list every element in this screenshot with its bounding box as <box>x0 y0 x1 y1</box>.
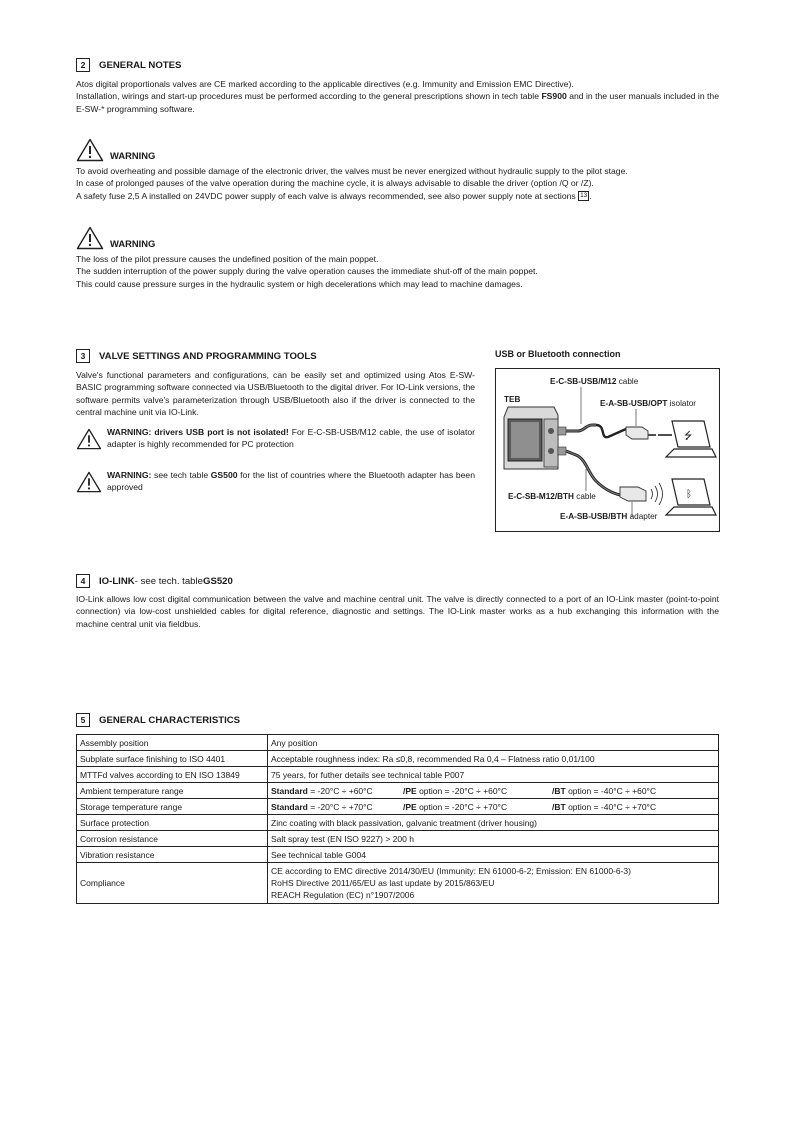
table-row <box>77 799 719 815</box>
paragraph-line: The loss of the pilot pressure causes the undefined position of the main poppet. <box>76 254 379 264</box>
general-characteristics-table <box>76 734 719 904</box>
paragraph-line: The sudden interruption of the power supply during the valve operation causes the immediate shut-off of the main poppet. <box>76 266 538 277</box>
warning-2-text <box>76 253 726 290</box>
row-label: Surface protection <box>77 815 268 831</box>
table-reference: GS520 <box>202 575 233 587</box>
cable-usb-m12-label: E-C-SB-USB/M12 cable <box>550 377 639 386</box>
warning-2-heading <box>76 226 155 250</box>
paragraph-line: Installation, wirings and start-up procedures must be performed according to the general prescriptions shown in tech table FS900 and in the user manuals included in the E-SW-* programming software. <box>76 91 719 114</box>
connection-diagram <box>495 368 720 532</box>
table-reference: FS900 <box>541 91 567 102</box>
section-2-heading <box>76 58 181 72</box>
section-4-heading: 4 IO-LINK - see tech. table GS520 <box>76 574 233 588</box>
section-3-heading <box>76 349 317 363</box>
row-label: MTTFd valves according to EN ISO 13849 <box>77 767 268 783</box>
row-label: Corrosion resistance <box>77 831 268 847</box>
warning-1-heading <box>76 138 155 162</box>
io-link-text: IO-Link allows low cost digital communication between the valve and machine central unit. The valve is directly connected to a port of an IO-Link master (point-to-point connection) via low-cost unshielded cables for digital reference, diagnostic and settings. The IO-Link master works as a hub exchanging this information with the machine central unit via fieldbus. <box>76 594 719 629</box>
table-row <box>77 767 719 783</box>
section-number: 5 <box>76 713 90 727</box>
row-value: CE according to EMC directive 2014/30/EU (Immunity: EN 61000-6-2; Emission: EN 61000-6-3) RoHS Directive 2011/65/EU as last update by 2015/863/EU REACH Regulation (EC) n°1907/2006 <box>268 863 719 904</box>
table-row <box>77 863 719 904</box>
warning-title: WARNING <box>110 238 156 249</box>
section-number: 4 <box>76 574 90 588</box>
valve-settings-text: Valve's functional parameters and configurations, can be easily set and optimized using Atos E-SW-BASIC programming software connected via USB/Bluetooth to the digital driver. For IO-Link versions, the software permits valve's parameterization through USB/Bluetooth also if the driver is connected to the central machine unit via IO-Link. <box>76 370 475 417</box>
row-value: See technical table G004 <box>268 847 719 863</box>
section-number: 3 <box>76 349 90 363</box>
usb-isolator-icon <box>626 409 656 439</box>
section-title: VALVE SETTINGS AND PROGRAMMING TOOLS <box>99 350 317 362</box>
row-label: Subplate surface finishing to ISO 4401 <box>77 751 268 767</box>
table-row <box>77 847 719 863</box>
row-value: 75 years, for futher details see technical table P007 <box>268 767 719 783</box>
row-label: Vibration resistance <box>77 847 268 863</box>
row-label: Ambient temperature range <box>77 783 268 799</box>
paragraph-line: A safety fuse 2,5 A installed on 24VDC power supply of each valve is always recommended, see also power supply note at sections 13 . <box>76 190 592 201</box>
warning-icon <box>76 471 102 493</box>
row-label: Storage temperature range <box>77 799 268 815</box>
row-value: Standard = -20°C ÷ +60°C /PE option = -20°C ÷ +60°C /BT option = -40°C ÷ +60°C <box>268 783 719 799</box>
warning-1-text <box>76 165 726 202</box>
paragraph-line: To avoid overheating and possible damage of the electronic driver, the valves must be never energized without hydraulic supply to the pilot stage. <box>76 166 628 176</box>
row-value: Zinc coating with black passivation, galvanic treatment (driver housing) <box>268 815 719 831</box>
section-title: IO-LINK <box>99 575 135 587</box>
diagram-title: USB or Bluetooth connection <box>495 349 621 359</box>
warning-icon <box>76 138 104 162</box>
m12-bth-cable-icon <box>566 451 620 495</box>
row-value: Acceptable roughness index: Ra ≤0,8, recommended Ra 0,4 – Flatness ratio 0,01/100 <box>268 751 719 767</box>
section-reference-box: 13 <box>580 192 588 200</box>
warning-icon <box>76 226 104 250</box>
usb-isolation-warning: WARNING: drivers USB port is not isolated! For E-C-SB-USB/M12 cable, the use of isolator adapter is highly recommended for PC protection <box>76 426 476 450</box>
warning-icon <box>76 428 102 450</box>
laptop-bluetooth-icon <box>666 479 716 515</box>
connection-diagram-graphic <box>496 369 719 531</box>
bth-adapter-label: E-A-SB-USB/BTH adapter <box>560 512 658 521</box>
row-label: Compliance <box>77 863 268 904</box>
paragraph-line: Atos digital proportionals valves are CE marked according to the applicable directives (e.g. Immunity and Emission EMC Directive). <box>76 79 574 89</box>
paragraph-line: In case of prolonged pauses of the valve operation during the machine cycle, it is always advisable to disable the driver (option /Q or /Z). <box>76 178 594 189</box>
row-label: Assembly position <box>77 735 268 751</box>
section-5-heading <box>76 713 240 727</box>
warning-title: WARNING <box>110 150 156 161</box>
svg-text:ᛒ: ᛒ <box>686 489 692 500</box>
svg-text:⭍: ⭍ <box>684 431 693 442</box>
laptop-usb-icon <box>658 421 716 457</box>
usb-m12-cable-icon <box>566 387 628 437</box>
section-title: GENERAL CHARACTERISTICS <box>99 714 241 726</box>
bluetooth-approval-warning: WARNING: see tech table GS500 for the list of countries where the Bluetooth adapter has been approved <box>76 469 476 493</box>
row-value: Salt spray test (EN ISO 9227) > 200 h <box>268 831 719 847</box>
table-row <box>77 751 719 767</box>
general-notes-text <box>76 78 719 115</box>
teb-driver-icon <box>504 407 566 469</box>
table-row <box>77 815 719 831</box>
table-row <box>77 831 719 847</box>
row-value: Any position <box>268 735 719 751</box>
teb-label: TEB <box>504 395 521 404</box>
table-row <box>77 783 719 799</box>
cable-m12-bth-label: E-C-SB-M12/BTH cable <box>508 492 596 501</box>
paragraph-line: This could cause pressure surges in the hydraulic system or high decelerations which may lead to machine damages. <box>76 278 523 289</box>
section-number: 2 <box>76 58 90 72</box>
table-row <box>77 735 719 751</box>
row-value: Standard = -20°C ÷ +70°C /PE option = -20°C ÷ +70°C /BT option = -40°C ÷ +70°C <box>268 799 719 815</box>
section-title: GENERAL NOTES <box>99 59 182 71</box>
isolator-label: E-A-SB-USB/OPT isolator <box>600 399 696 408</box>
